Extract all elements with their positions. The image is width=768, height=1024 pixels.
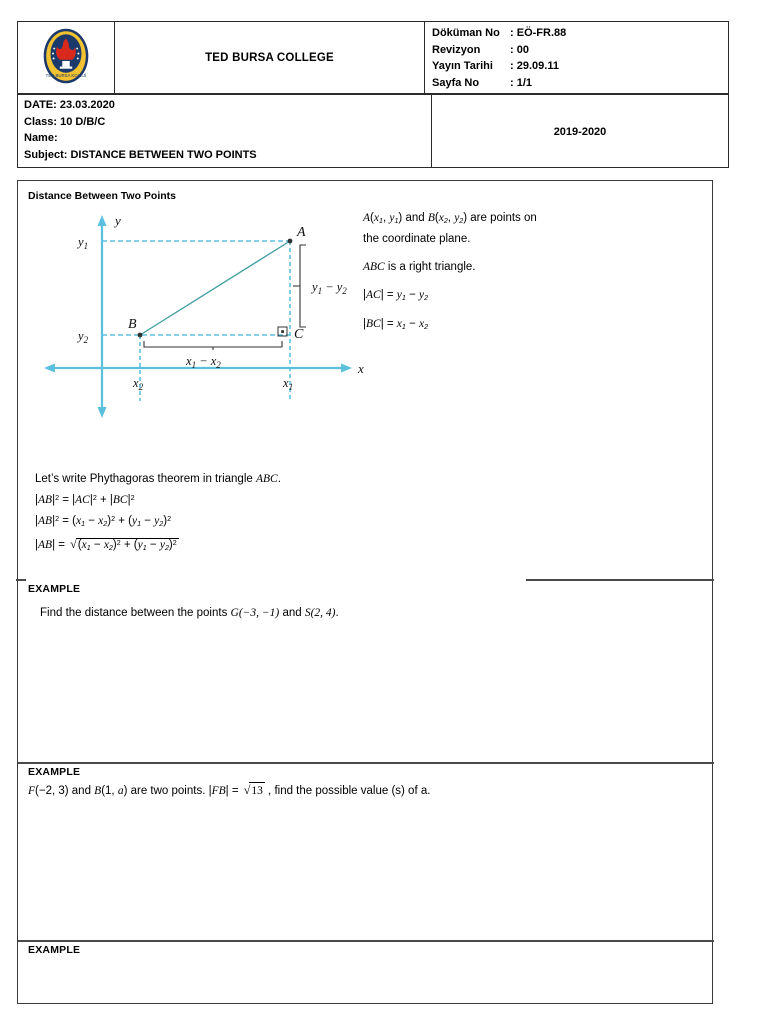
- doc-info-sep: :: [510, 27, 514, 39]
- divider-example-2: [18, 762, 714, 764]
- doc-info-value: 29.09.11: [516, 60, 559, 72]
- svg-text:TED BURSA KOLEJİ: TED BURSA KOLEJİ: [45, 72, 87, 78]
- pythagoras-eq-2: $|AB|^2 = (x_1 - x_2)^2 + (y_1 - y_2)^2$: [35, 515, 172, 528]
- doc-info-sep: :: [510, 76, 514, 89]
- point-a-marker: [288, 239, 293, 244]
- horizontal-dimension-label: $x_1 - x_2$: [186, 354, 221, 370]
- doc-info-label: Revizyon: [432, 43, 481, 56]
- document-meta-table: [17, 93, 729, 168]
- y-axis-arrow-up: [98, 215, 107, 226]
- pythagoras-eq-3: $|AB| = √(x_1 - x_2)^2 + (y_1 - y_2)^2$: [35, 536, 177, 552]
- x-axis-arrow-right: [341, 364, 352, 373]
- x-axis-arrow-left: [44, 364, 55, 373]
- vertical-dimension-brace: [297, 245, 306, 327]
- explanation-panel: [363, 209, 548, 344]
- point-b-marker: [138, 333, 143, 338]
- example-1-label: EXAMPLE: [28, 583, 81, 595]
- tick-label-y1: $y_1$: [78, 235, 89, 251]
- pythagoras-derivation: [35, 473, 365, 561]
- student-meta-cell: [18, 94, 432, 168]
- school-name-cell: [115, 22, 425, 95]
- y-axis-arrow-down: [98, 407, 107, 418]
- point-a-label: A: [297, 225, 306, 240]
- document-header-table: [17, 21, 729, 95]
- example-1-text: Find the distance between the points G(−3, −1) and S(2, 4).: [40, 607, 339, 619]
- explanation-right-triangle: ABC is a right triangle.: [363, 260, 476, 273]
- logo-cell: [18, 22, 115, 95]
- point-c-label: C: [294, 327, 304, 342]
- right-angle-dot: [281, 330, 284, 333]
- academic-year-cell: [432, 94, 729, 168]
- meta-subject: Subject: DISTANCE BETWEEN TWO POINTS: [24, 148, 257, 161]
- meta-date: DATE: 23.03.2020: [24, 99, 115, 111]
- doc-info-sep: :: [510, 60, 514, 72]
- segment-ab: [140, 241, 290, 335]
- worksheet-content-box: [17, 180, 713, 1004]
- distance-formula-diagram: [36, 205, 366, 420]
- doc-info-label: Sayfa No: [432, 76, 480, 89]
- school-logo-icon: [35, 25, 97, 87]
- y-axis-label: y: [115, 213, 121, 228]
- doc-info-row: [432, 58, 728, 75]
- point-b-label: B: [128, 317, 137, 332]
- tick-label-y2: $y_2$: [78, 329, 89, 345]
- meta-name: Name:: [24, 132, 58, 144]
- example-2-text: F(−2, 3) and B(1, a) are two points. |FB| = √13 , find the possible value (s) of a.: [28, 782, 668, 800]
- doc-info-label: Döküman No: [432, 27, 500, 39]
- x-axis-label: x: [358, 361, 364, 376]
- doc-info-row: [432, 42, 728, 59]
- divider-partial-right-1: [526, 579, 714, 581]
- vertical-dimension-label: $y_1 - y_2$: [312, 280, 347, 296]
- pythagoras-eq-1: $|AB|^2 = |AC|^2 + |BC|^2$: [35, 494, 135, 506]
- example-3-label: EXAMPLE: [28, 944, 81, 956]
- school-name: TED BURSA COLLEGE: [205, 52, 334, 64]
- doc-info-sep: :: [510, 43, 514, 56]
- doc-info-row: [432, 25, 728, 42]
- doc-info-value: 1/1: [516, 76, 533, 89]
- doc-info-value: EÖ-FR.88: [516, 27, 567, 39]
- tick-label-x2: $x_2$: [133, 376, 144, 392]
- divider-example-3: [18, 940, 714, 942]
- explanation-ac: $|AC| = y_1 - y_2$: [363, 288, 429, 302]
- document-info-cell: [425, 22, 729, 95]
- example-2-label: EXAMPLE: [28, 766, 81, 778]
- explanation-bc: $|BC| = x_1 - x_2$: [363, 317, 429, 331]
- doc-info-label: Yayın Tarihi: [432, 60, 493, 72]
- horizontal-dimension-brace: [144, 341, 282, 350]
- academic-year: 2019-2020: [553, 125, 607, 138]
- page-title: Distance Between Two Points: [28, 190, 176, 202]
- meta-class: Class: 10 D/B/C: [24, 115, 106, 128]
- pythagoras-lead: Let’s write Phythagoras theorem in triangle ABC.: [35, 473, 281, 485]
- explanation-intro: $A(x_1$, $y_1$) and $B(x_2$, $y_2$) are points on the coordinate plane.: [363, 212, 537, 245]
- doc-info-row: [432, 75, 728, 92]
- divider-stub-left-1: [16, 579, 26, 581]
- doc-info-value: 00: [516, 43, 529, 56]
- tick-label-x1: $x_1$: [283, 376, 294, 392]
